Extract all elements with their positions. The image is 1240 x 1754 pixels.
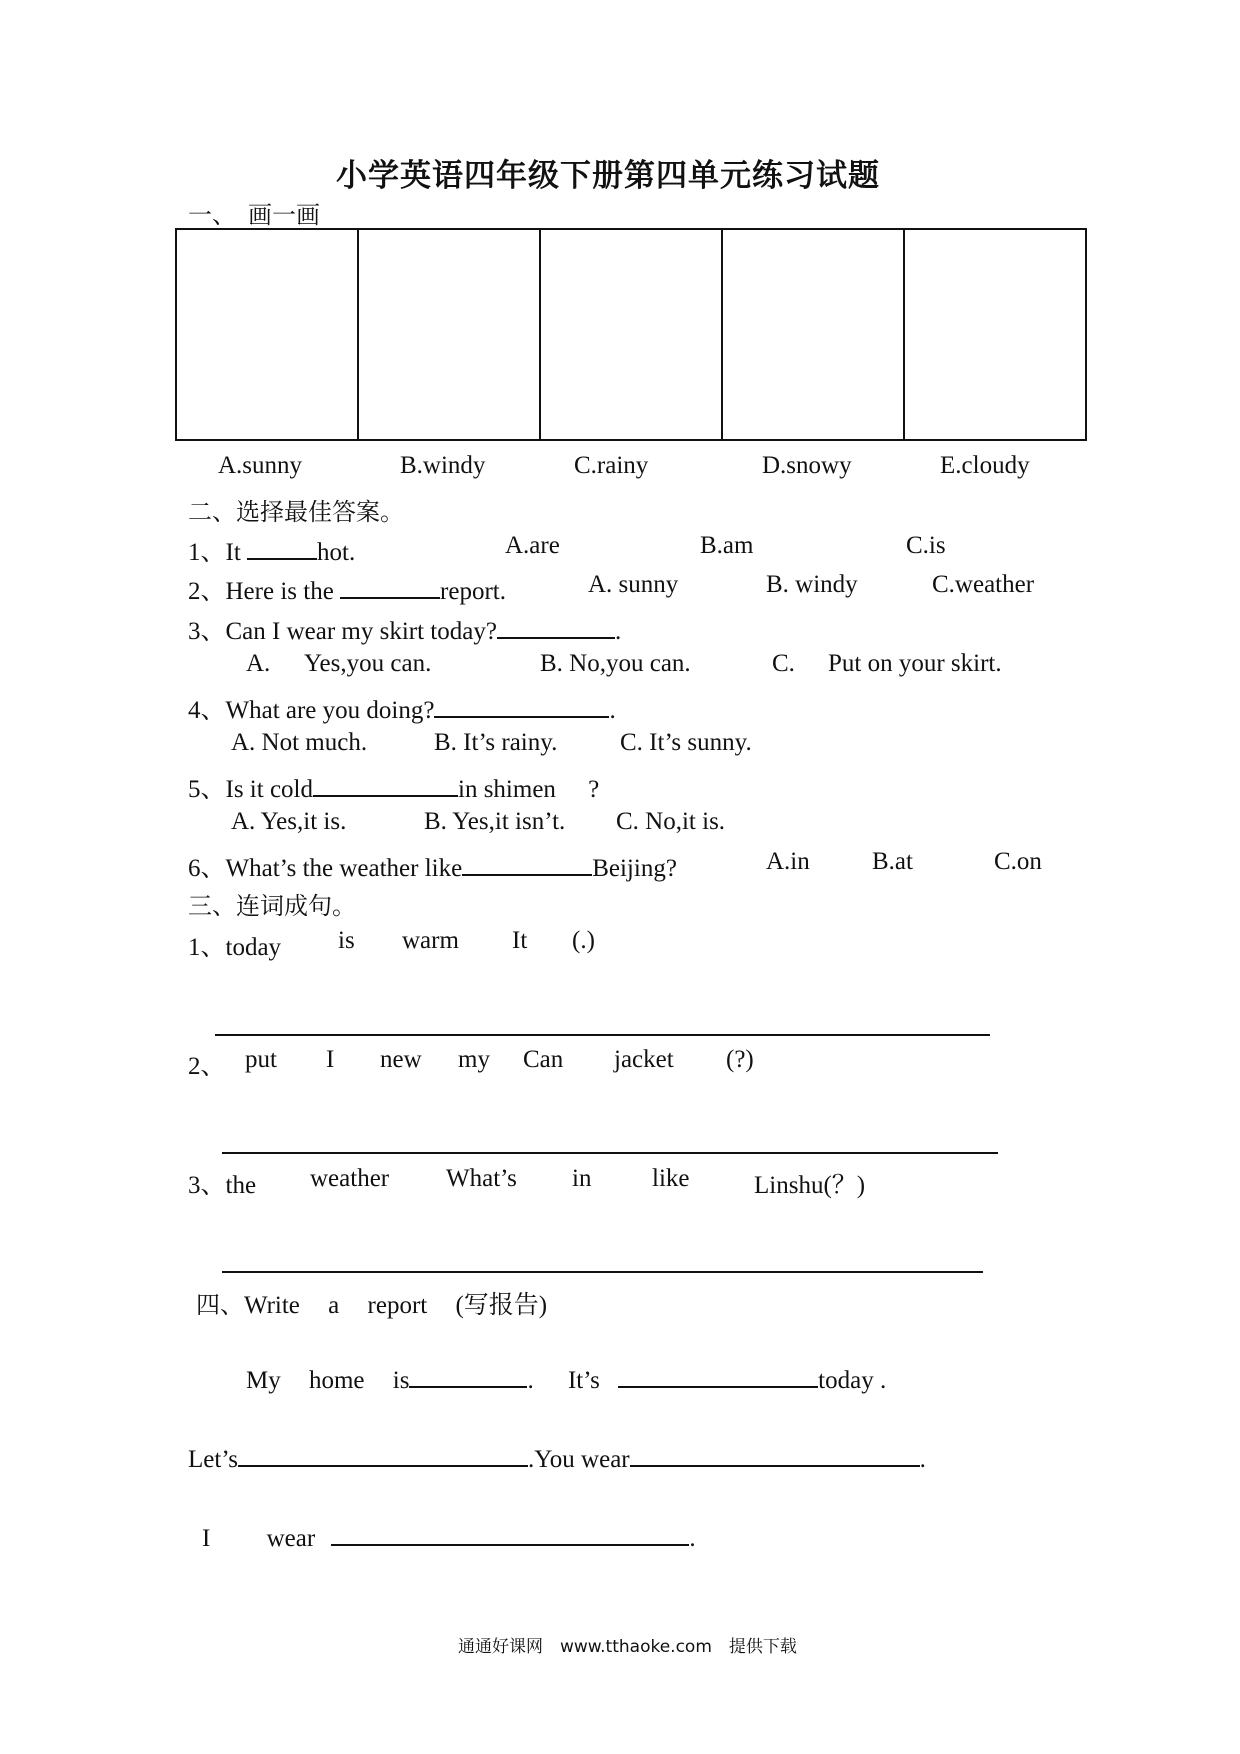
q4-option-a[interactable]: A. Not much.: [231, 729, 368, 756]
q5-stem: [188, 769, 599, 805]
q2-option-c[interactable]: C.weather: [932, 571, 1035, 598]
q4-stem: [188, 690, 616, 726]
drawing-box-e[interactable]: [905, 230, 1085, 439]
q1-option-a[interactable]: A.are: [505, 532, 560, 559]
s3-q3-word: What’s: [446, 1165, 517, 1192]
report-text: .: [689, 1525, 696, 1552]
drawing-box-b[interactable]: [359, 230, 541, 439]
q1-text-end: hot.: [317, 539, 356, 566]
q1-blank[interactable]: [247, 536, 317, 560]
q2-option-a[interactable]: A. sunny: [588, 571, 679, 598]
page-title: 小学英语四年级下册第四单元练习试题: [336, 158, 880, 193]
q6-option-a[interactable]: A.in: [766, 848, 810, 875]
s3-q2-word: new: [380, 1046, 422, 1073]
footer: 通通好课网 www.tthaoke.com 提供下载: [458, 1637, 797, 1657]
s3-q3-word: Linshu(？): [754, 1172, 866, 1199]
s3-q2-word: jacket: [614, 1046, 674, 1073]
section-4-word: Write: [244, 1292, 300, 1319]
q3-stem: [188, 611, 621, 647]
report-text: My: [246, 1367, 281, 1394]
report-line-1: [246, 1364, 886, 1395]
q5-blank[interactable]: [313, 773, 458, 797]
report-text: wear: [266, 1525, 316, 1552]
report-text: is: [392, 1367, 410, 1394]
q3-blank[interactable]: [497, 615, 615, 639]
section-1-heading: 一、 画一画: [188, 203, 320, 229]
s3-q2-answer-line[interactable]: [222, 1152, 998, 1154]
box-label-c: C.rainy: [574, 452, 649, 479]
s3-q3-word: like: [652, 1165, 690, 1192]
q1-option-b[interactable]: B.am: [700, 532, 754, 559]
q3-option-a[interactable]: Yes,you can.: [304, 650, 432, 677]
q2-option-b[interactable]: B. windy: [766, 571, 858, 598]
box-label-a: A.sunny: [218, 452, 303, 479]
q4-blank[interactable]: [434, 694, 609, 718]
s3-q1-word: warm: [402, 927, 459, 954]
s3-q3-answer-line[interactable]: [222, 1271, 983, 1273]
s3-q2-word: I: [326, 1046, 335, 1073]
q3-text-end: .: [614, 618, 622, 645]
q6-text-end: Beijing?: [592, 855, 677, 882]
q5-option-b[interactable]: B. Yes,it isn’t.: [424, 808, 566, 835]
q6-option-c[interactable]: C.on: [994, 848, 1042, 875]
s3-q2-word: Can: [523, 1046, 564, 1073]
q1-text: 1、It: [188, 539, 241, 566]
drawing-box-d[interactable]: [723, 230, 905, 439]
section-3-heading: 三、连词成句。: [188, 894, 356, 920]
q3-option-a-letter[interactable]: A.: [246, 650, 271, 677]
section-4-word: report: [367, 1292, 428, 1319]
report-text: home: [308, 1367, 365, 1394]
q4-option-b[interactable]: B. It’s rainy.: [434, 729, 558, 756]
q5-question-mark: ?: [588, 776, 600, 803]
s3-q2-word: put: [245, 1046, 277, 1073]
drawing-boxes: [175, 228, 1087, 441]
section-4-number: 四、: [196, 1293, 244, 1319]
section-4-heading: [196, 1285, 547, 1321]
report-text: .You wear: [528, 1446, 630, 1473]
report-blank-i-wear[interactable]: [331, 1522, 689, 1546]
q4-option-c[interactable]: C. It’s sunny.: [620, 729, 752, 756]
drawing-box-c[interactable]: [541, 230, 723, 439]
q3-text: 3、Can I wear my skirt today?: [188, 618, 497, 645]
s3-q1-word: is: [338, 927, 355, 954]
report-text: It’s: [567, 1367, 600, 1394]
q6-text: 6、What’s the weather like: [188, 855, 463, 882]
report-text: .: [527, 1367, 534, 1394]
q1-option-c[interactable]: C.is: [906, 532, 946, 559]
s3-q3-word: in: [572, 1165, 592, 1192]
q4-text-end: .: [609, 697, 616, 724]
report-blank-activity[interactable]: [238, 1443, 528, 1467]
box-label-d: D.snowy: [762, 452, 852, 479]
q3-option-c-letter[interactable]: C.: [772, 650, 795, 677]
s3-q2-word: 2、: [188, 1053, 226, 1080]
drawing-box-a[interactable]: [177, 230, 359, 439]
q1-stem: [188, 532, 355, 568]
q3-option-b[interactable]: B. No,you can.: [540, 650, 691, 677]
s3-q1-word: (.): [572, 927, 595, 954]
section-2-heading: 二、选择最佳答案。: [188, 500, 404, 526]
s3-q1-word: It: [512, 927, 528, 954]
box-label-b: B.windy: [400, 452, 486, 479]
q5-option-c[interactable]: C. No,it is.: [616, 808, 726, 835]
report-blank-home[interactable]: [409, 1364, 527, 1388]
report-line-3: [202, 1522, 696, 1553]
q4-text: 4、What are you doing?: [188, 697, 435, 724]
s3-q1-answer-line[interactable]: [215, 1034, 990, 1036]
s3-q2-word: my: [458, 1046, 490, 1073]
section-4-word: (写报告): [455, 1292, 548, 1319]
q6-option-b[interactable]: B.at: [872, 848, 913, 875]
q3-option-c[interactable]: Put on your skirt.: [828, 650, 1002, 677]
box-label-e: E.cloudy: [940, 452, 1030, 479]
q2-text: 2、Here is the: [188, 578, 334, 605]
q2-stem: [188, 571, 506, 607]
report-blank-weather[interactable]: [618, 1364, 818, 1388]
q5-text: 5、Is it cold: [188, 776, 313, 803]
report-text: .: [919, 1446, 926, 1473]
s3-q1-word: 1、today: [188, 934, 282, 961]
s3-q3-word: weather: [310, 1165, 390, 1192]
report-blank-you-wear[interactable]: [630, 1443, 920, 1467]
q6-blank[interactable]: [462, 852, 592, 876]
q2-blank[interactable]: [340, 575, 440, 599]
report-text: today .: [818, 1367, 887, 1394]
s3-q2-word: (?): [726, 1046, 754, 1073]
report-text: I: [202, 1525, 211, 1552]
q5-option-a[interactable]: A. Yes,it is.: [231, 808, 347, 835]
q5-text-mid: in shimen: [458, 776, 556, 803]
section-4-word: a: [328, 1292, 340, 1319]
q2-text-end: report.: [440, 578, 506, 605]
report-line-2: [188, 1443, 926, 1474]
report-text: Let’s: [188, 1446, 238, 1473]
q6-stem: [188, 848, 677, 884]
s3-q3-word: 3、the: [188, 1172, 257, 1199]
